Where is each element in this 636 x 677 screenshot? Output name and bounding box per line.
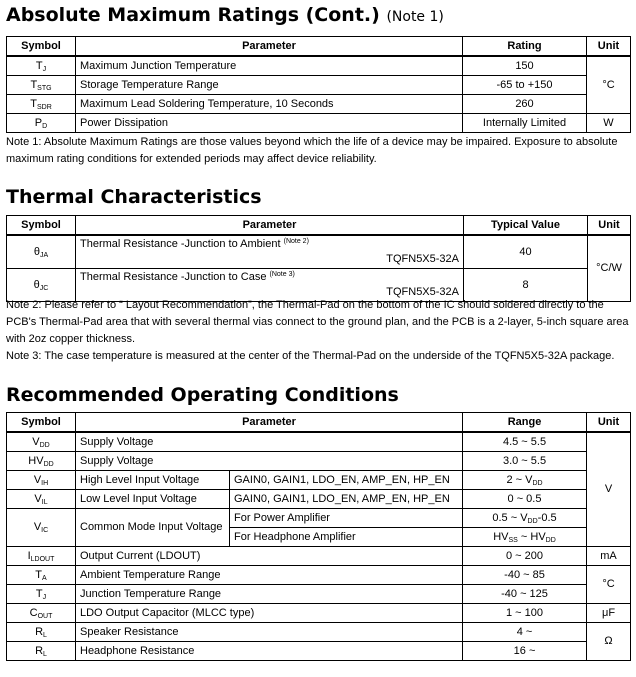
thermal-header-row [7,216,631,236]
value-cell: 8 [464,269,588,302]
abs-table [6,36,631,133]
param-cell: Junction Temperature Range [76,585,463,604]
thermal-table-wrap [6,215,630,302]
range-cell: 0 ~ 200 [463,547,587,566]
table-row [7,95,631,114]
range-cell: -40 ~ 85 [463,566,587,585]
abs-h-rating: Rating [463,37,587,57]
table-row [7,585,631,604]
abs-title: Absolute Maximum Ratings (Cont.) (Note 1) [6,4,444,26]
roc-section [6,384,630,406]
thermal-section [6,186,630,208]
thermal-h-symbol: Symbol [7,216,76,236]
roc-h-range: Range [463,413,587,433]
range-cell: -40 ~ 125 [463,585,587,604]
condition-cell: For Power Amplifier [230,509,463,528]
abs-h-parameter: Parameter [76,37,463,57]
unit-cell: V [587,432,631,547]
symbol-cell: $\theta_{JC}$ [7,269,76,302]
roc-table [6,412,631,661]
symbol-cell: $R_L$ [7,642,76,661]
roc-h-parameter: Parameter [76,413,463,433]
table-row [7,114,631,133]
param-cell: Maximum Junction Temperature [76,56,463,76]
value-cell: 40 [464,235,588,269]
param-cell: Supply Voltage [76,432,463,452]
table-row [7,604,631,623]
unit-cell: °C [587,56,631,114]
rating-cell: 150 [463,56,587,76]
param-cell: Headphone Resistance [76,642,463,661]
symbol-cell: $P_D$ [7,114,76,133]
symbol-cell: $C_{OUT}$ [7,604,76,623]
unit-cell: W [587,114,631,133]
range-cell: 3.0 ~ 5.5 [463,452,587,471]
table-row [7,490,631,509]
param-cell: High Level Input Voltage [76,471,230,490]
param-cell: Speaker Resistance [76,623,463,642]
package-label: TQFN5X5-32A [386,253,459,265]
abs-table-wrap [6,36,630,133]
roc-header-row [7,413,631,433]
range-cell: 16 ~ [463,642,587,661]
param-cell: Ambient Temperature Range [76,566,463,585]
range-cell: 1 ~ 100 [463,604,587,623]
param-cell: Thermal Resistance -Junction to Ambient $^{(Note 2)}$ TQFN5X5-32A [76,235,464,269]
symbol-cell: $I_{LDOUT}$ [7,547,76,566]
symbol-cell: $V_{IH}$ [7,471,76,490]
unit-cell: °C/W [588,235,631,302]
abs-header-row [7,37,631,57]
rating-cell: -65 to +150 [463,76,587,95]
unit-cell: mA [587,547,631,566]
symbol-cell: $T_{STG}$ [7,76,76,95]
table-row [7,642,631,661]
range-cell: $HV_{SS}$ ~ $HV_{DD}$ [463,528,587,547]
roc-h-unit: Unit [587,413,631,433]
thermal-title: Thermal Characteristics [6,186,262,208]
param-cell: Output Current (LDOUT) [76,547,463,566]
table-row [7,56,631,76]
table-row [7,509,631,528]
unit-cell: μF [587,604,631,623]
param-cell: Maximum Lead Soldering Temperature, 10 Seconds [76,95,463,114]
table-row [7,432,631,452]
param-cell: Storage Temperature Range [76,76,463,95]
thermal-table [6,215,631,302]
table-row [7,566,631,585]
symbol-cell: $T_A$ [7,566,76,585]
thermal-h-parameter: Parameter [76,216,464,236]
range-cell: 4.5 ~ 5.5 [463,432,587,452]
symbol-cell: $HV_{DD}$ [7,452,76,471]
param-cell: LDO Output Capacitor (MLCC type) [76,604,463,623]
thermal-note-2: Note 2: Please refer to “ Layout Recommendation”, the Thermal-Pad on the bottom of the IC should soldered directly to the PCB's Thermal-Pad area that with several thermal vias connect to the ground plan, and the PCB is a 2-layer, 5-inch square area with 2oz copper thickness. [6,299,629,345]
symbol-cell: $R_L$ [7,623,76,642]
symbol-cell: $T_{SDR}$ [7,95,76,114]
table-row [7,471,631,490]
roc-table-wrap [6,412,630,661]
table-row [7,235,631,269]
symbol-cell: $T_J$ [7,585,76,604]
table-row [7,76,631,95]
abs-section [6,4,630,28]
rating-cell: 260 [463,95,587,114]
thermal-note-3: Note 3: The case temperature is measured at the center of the Thermal-Pad on the underside of the TQFN5X5-32A package. [6,350,615,362]
condition-cell: GAIN0, GAIN1, LDO_EN, AMP_EN, HP_EN [230,471,463,490]
table-row [7,623,631,642]
table-row [7,452,631,471]
param-cell: Low Level Input Voltage [76,490,230,509]
thermal-h-value: Typical Value [464,216,588,236]
unit-cell: Ω [587,623,631,661]
param-cell: Supply Voltage [76,452,463,471]
thermal-h-unit: Unit [588,216,631,236]
abs-note: Note 1: Absolute Maximum Ratings are those values beyond which the life of a device may be impaired. Exposure to absolute maximum rating conditions for extended periods may affect device reliability. [6,136,618,165]
abs-h-symbol: Symbol [7,37,76,57]
param-cell: Thermal Resistance -Junction to Case $^{(Note 3)}$ TQFN5X5-32A [76,269,464,302]
symbol-cell: $T_J$ [7,56,76,76]
symbol-cell: $\theta_{JA}$ [7,235,76,269]
range-cell: 0.5 ~ $V_{DD}-0.5$ [463,509,587,528]
symbol-cell: $V_{DD}$ [7,432,76,452]
rating-cell: Internally Limited [463,114,587,133]
param-cell: Power Dissipation [76,114,463,133]
table-row [7,547,631,566]
condition-cell: For Headphone Amplifier [230,528,463,547]
package-label: TQFN5X5-32A [386,286,459,298]
abs-h-unit: Unit [587,37,631,57]
range-cell: 0 ~ 0.5 [463,490,587,509]
symbol-cell: $V_{IL}$ [7,490,76,509]
roc-title: Recommended Operating Conditions [6,384,399,406]
condition-cell: GAIN0, GAIN1, LDO_EN, AMP_EN, HP_EN [230,490,463,509]
range-cell: 4 ~ [463,623,587,642]
unit-cell: °C [587,566,631,604]
param-cell: Common Mode Input Voltage [76,509,230,547]
symbol-cell: $V_{IC}$ [7,509,76,547]
roc-h-symbol: Symbol [7,413,76,433]
range-cell: 2 ~ $V_{DD}$ [463,471,587,490]
